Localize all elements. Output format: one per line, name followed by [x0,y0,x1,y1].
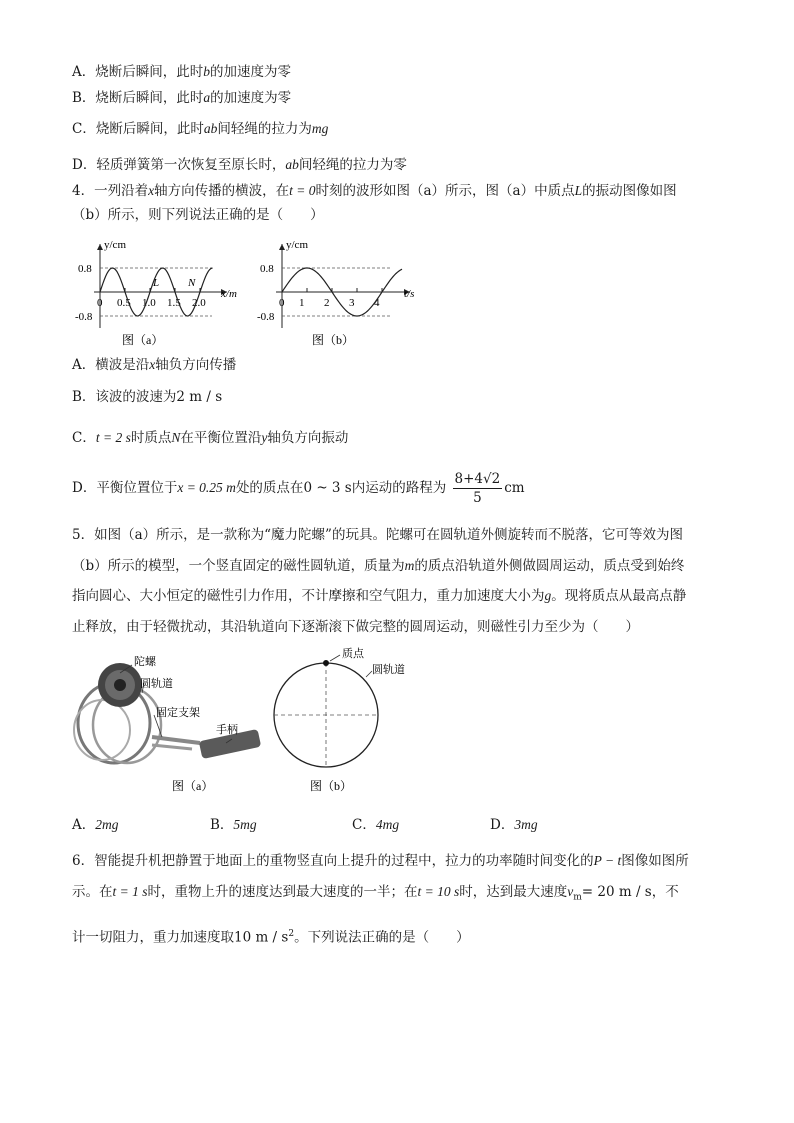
label-circle-track: 圆轨道 [372,664,405,676]
q4-stem-line1: 4．一列沿着x轴方向传播的横波，在t = 0时刻的波形如图（a）所示，图（a）中质点L的振动图像如图 [72,183,677,199]
label-support: 固定支架 [156,707,200,719]
y-tick-label: -0.8 [257,311,275,323]
wave-figures [72,228,452,353]
q5-stem-line1: 5．如图（a）所示，是一款称为“魔力陀螺”的玩具。陀螺可在圆轨道外侧旋转而不脱落，它可等效为图 [72,527,683,543]
label-track: 圆轨道 [140,678,173,690]
q4-option-a: A．横波是沿x轴负方向传播 [72,357,237,373]
q4-option-c: C．t = 2 s时质点N在平衡位置沿y轴负方向振动 [72,430,349,446]
chart-caption: 图（a） [122,333,164,347]
fig-a-caption: 图（a） [172,779,214,793]
x-tick-label: 4 [374,297,380,309]
origin-label: 0 [279,297,285,309]
label-gyro: 陀螺 [134,656,156,668]
x-tick-label: 2.0 [192,297,206,309]
q5-stem-line2: （b）所示的模型，一个竖直固定的磁性圆轨道，质量为m的质点沿轨道外侧做圆周运动，质点受到始终 [72,558,685,574]
x-axis-label: t/s [404,288,415,300]
y-tick-label: 0.8 [260,263,274,275]
q3-option-d: D．轻质弹簧第一次恢复至原长时，ab间轻绳的拉力为零 [72,157,407,173]
x-tick-label: 1.0 [142,297,156,309]
chart-b [257,239,414,347]
point-label-L: L [153,277,160,289]
q4-stem-line2: （b）所示，则下列说法正确的是（ ） [72,207,324,223]
q3-option-a: A．烧断后瞬间，此时b的加速度为零 [72,64,291,80]
y-tick-label: -0.8 [75,311,93,323]
q3-option-c: C．烧断后瞬间，此时ab间轻绳的拉力为mg [72,121,329,137]
q3-option-b: B．烧断后瞬间，此时a的加速度为零 [72,90,292,106]
q6-stem-line2: 示。在t = 1 s时，重物上升的速度达到最大速度的一半；在t = 10 s时，达到最大速度$v_m= 20$ m / s，不 [72,884,679,903]
path-length-fraction: $\frac{8+4√2}{5}$ [454,471,501,506]
label-handle: 手柄 [216,724,238,736]
q6-stem-line3: 计一切阻力，重力加速度取10 m / $s^2$。下列说法正确的是（ ） [72,929,470,946]
x-tick-label: 1 [299,297,305,309]
point-label-N: N [188,277,196,289]
magic-gyro-photo [72,645,282,795]
origin-label: 0 [97,297,103,309]
q5-option-c: C．4mg [352,817,400,833]
q5-option-d: D．3mg [490,817,538,833]
particle-icon [323,660,329,666]
fig-b-caption: 图（b） [310,779,353,793]
q4-option-b: B．该波的波速为2 m / s [72,389,223,405]
x-axis-label: x/m [221,288,237,300]
q5-option-a: A．2mg [72,817,119,833]
y-axis-label: y/cm [286,239,308,251]
q5-stem-line4: 止释放，由于轻微扰动，其沿轨道向下逐渐滚下做完整的圆周运动，则磁性引力至少为（ ） [72,619,639,635]
q5-option-b: B．5mg [210,817,257,833]
gyro-icon [98,663,142,707]
chart-a [75,239,237,347]
x-tick-label: 3 [349,297,355,309]
y-axis-label: y/cm [104,239,126,251]
x-tick-label: 0.5 [117,297,131,309]
y-tick-label: 0.8 [78,263,92,275]
x-tick-label: 2 [324,297,330,309]
q6-stem-line1: 6．智能提升机把静置于地面上的重物竖直向上提升的过程中，拉力的功率随时间变化的P − t图像如图所 [72,853,689,869]
q5-stem-line3: 指向圆心、大小恒定的磁性引力作用，不计摩擦和空气阻力，重力加速度大小为g。现将质点从最高点静 [72,588,687,604]
x-tick-label: 1.5 [167,297,181,309]
q4-option-d: D．平衡位置位于x = 0.25 m处的质点在0 ~ 3 s内运动的路程为 $\frac{8+4√2}{5}$ cm [72,471,525,506]
label-particle: 质点 [342,648,364,660]
circle-track-model [268,645,428,795]
chart-caption: 图（b） [312,333,355,347]
